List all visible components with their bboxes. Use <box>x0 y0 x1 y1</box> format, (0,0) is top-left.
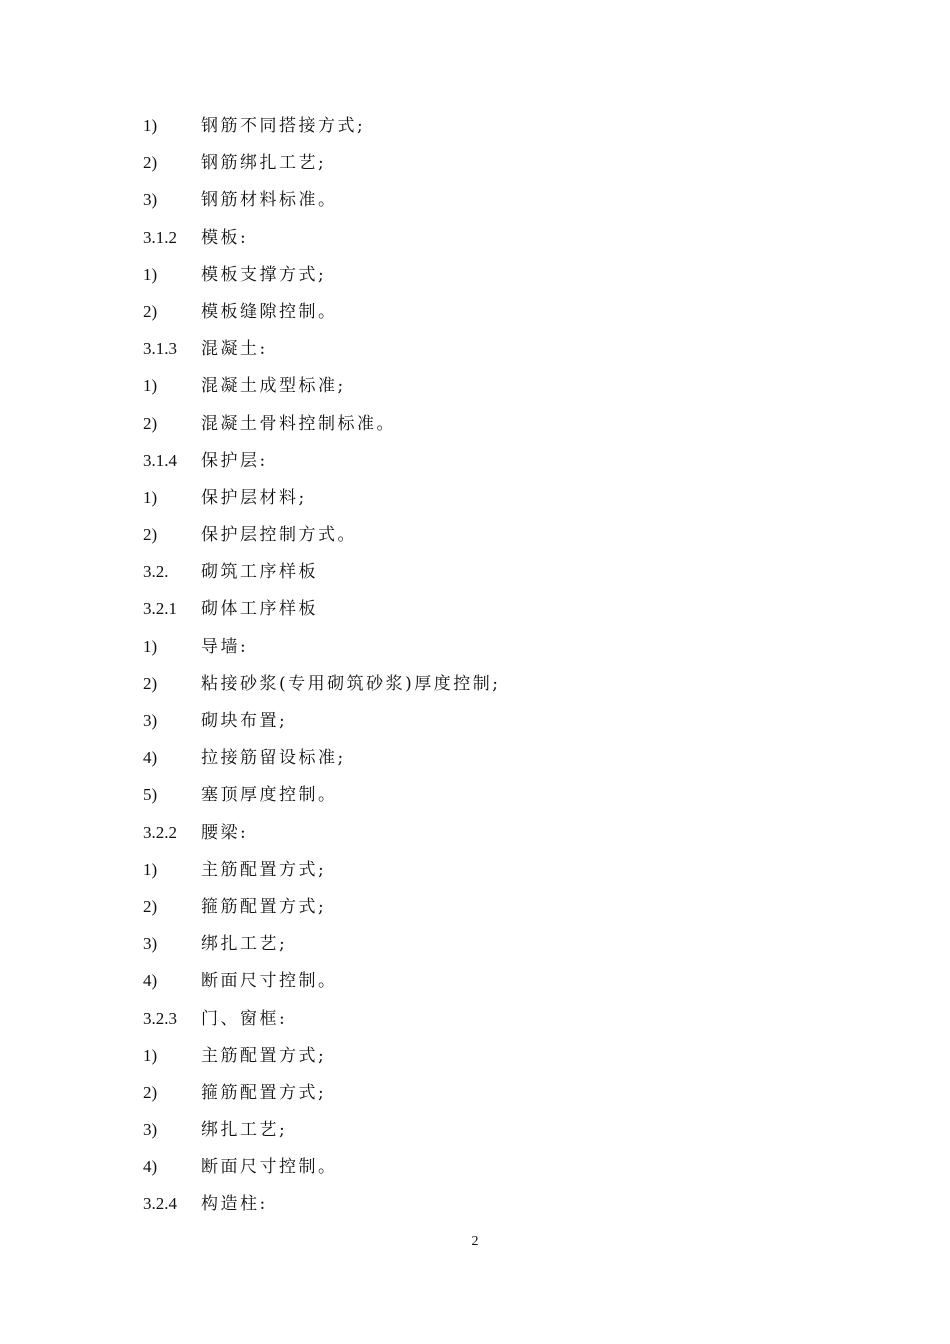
document-line <box>143 856 501 893</box>
item-number: 3.2.2 <box>143 822 177 842</box>
document-line <box>143 707 501 744</box>
item-text: 绑扎工艺; <box>201 1120 288 1141</box>
document-line <box>143 484 501 521</box>
item-number: 1) <box>143 1045 158 1065</box>
document-body <box>143 112 501 1228</box>
item-text: 门、窗框: <box>201 1008 288 1029</box>
document-line <box>143 447 501 484</box>
item-text: 保护层材料; <box>201 487 307 508</box>
item-text: 钢筋不同搭接方式; <box>201 116 366 136</box>
document-line <box>143 298 501 335</box>
item-text: 拉接筋留设标准; <box>201 748 346 769</box>
item-text: 砌体工序样板 <box>201 599 318 620</box>
item-text: 箍筋配置方式; <box>201 896 327 917</box>
item-text: 混凝土成型标准; <box>201 376 346 397</box>
document-line <box>143 335 501 372</box>
document-line <box>143 893 501 930</box>
item-number: 3.1.4 <box>143 450 177 470</box>
item-text: 保护层控制方式。 <box>201 525 357 546</box>
document-line <box>143 1190 501 1227</box>
document-line <box>143 521 501 558</box>
item-text: 构造柱: <box>201 1194 268 1215</box>
item-text: 箍筋配置方式; <box>201 1082 327 1103</box>
item-text: 砌块布置; <box>201 711 288 731</box>
item-number: 4) <box>143 748 158 768</box>
document-line <box>143 372 501 409</box>
item-text: 混凝土骨料控制标准。 <box>201 413 396 434</box>
item-number: 3) <box>143 711 158 730</box>
item-number: 3.1.2 <box>143 227 177 247</box>
item-text: 模板: <box>201 227 249 248</box>
item-text: 断面尺寸控制。 <box>201 971 338 992</box>
item-text: 保护层: <box>201 450 268 471</box>
item-number: 1) <box>143 376 158 396</box>
page-number: 2 <box>471 1234 479 1249</box>
item-number: 3) <box>143 1120 158 1140</box>
item-number: 2) <box>143 301 158 321</box>
item-number: 4) <box>143 971 158 991</box>
document-line <box>143 1116 501 1153</box>
document-line <box>143 558 501 595</box>
item-number: 1) <box>143 859 158 879</box>
document-line <box>143 670 501 707</box>
item-number: 2) <box>143 673 158 693</box>
item-number: 3.2.4 <box>143 1194 177 1214</box>
document-line <box>143 744 501 781</box>
item-number: 2) <box>143 1082 158 1102</box>
item-number: 3.2.3 <box>143 1008 177 1028</box>
item-number: 3) <box>143 934 158 954</box>
item-number: 1) <box>143 264 158 284</box>
item-text: 塞顶厚度控制。 <box>201 785 338 806</box>
document-line <box>143 633 501 670</box>
document-line <box>143 1005 501 1042</box>
document-line <box>143 819 501 856</box>
item-text: 砌筑工序样板 <box>201 562 318 583</box>
document-line <box>143 595 501 632</box>
document-line <box>143 1079 501 1116</box>
item-text: 主筋配置方式; <box>201 1045 327 1066</box>
document-line <box>143 186 501 223</box>
item-number: 3.1.3 <box>143 339 177 359</box>
item-text: 粘接砂浆(专用砌筑砂浆)厚度控制; <box>201 673 501 694</box>
document-line <box>143 410 501 447</box>
item-number: 1) <box>143 487 158 507</box>
item-text: 模板支撑方式; <box>201 264 327 285</box>
item-number: 2) <box>143 896 158 916</box>
document-line <box>143 261 501 298</box>
item-number: 1) <box>143 636 158 656</box>
item-text: 主筋配置方式; <box>201 859 327 880</box>
document-line <box>143 149 501 186</box>
item-number: 3.2. <box>143 562 169 582</box>
document-line <box>143 1042 501 1079</box>
item-number: 2) <box>143 413 158 433</box>
item-text: 绑扎工艺; <box>201 934 288 955</box>
item-text: 导墙: <box>201 636 249 657</box>
document-line <box>143 967 501 1004</box>
document-line <box>143 930 501 967</box>
item-text: 混凝土: <box>201 339 268 360</box>
item-text: 腰梁: <box>201 822 249 843</box>
item-number: 2) <box>143 525 158 545</box>
item-text: 断面尺寸控制。 <box>201 1157 338 1178</box>
item-text: 模板缝隙控制。 <box>201 301 338 322</box>
item-number: 3.2.1 <box>143 599 177 619</box>
item-text: 钢筋绑扎工艺; <box>201 153 327 174</box>
document-line <box>143 1153 501 1190</box>
item-number: 4) <box>143 1157 158 1177</box>
item-number: 3) <box>143 190 158 210</box>
item-number: 2) <box>143 153 158 173</box>
item-number: 5) <box>143 785 158 805</box>
item-number: 1) <box>143 116 158 135</box>
document-line <box>143 112 501 149</box>
item-text: 钢筋材料标准。 <box>201 190 338 211</box>
document-line <box>143 781 501 818</box>
document-line <box>143 224 501 261</box>
